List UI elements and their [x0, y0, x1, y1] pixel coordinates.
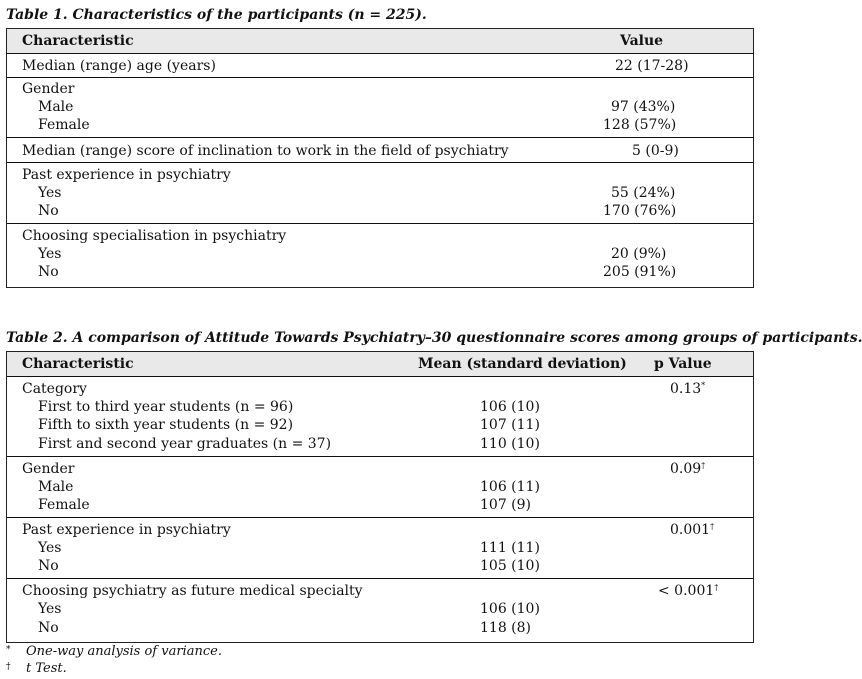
table2-row-mean: 110 (10)	[480, 436, 540, 452]
table2-header-mean: Mean (standard deviation)	[418, 356, 627, 372]
table2-row-mean: 111 (11)	[480, 540, 540, 556]
table1-row-label: Yes	[38, 246, 62, 262]
p-value: 0.13	[670, 381, 702, 397]
footnote-symbol: *	[6, 645, 11, 655]
table1-header-value: Value	[620, 33, 664, 49]
table1-header-characteristic: Characteristic	[22, 33, 134, 49]
table1-row-value: 170 (76%)	[603, 203, 677, 219]
footnote-mark: †	[714, 583, 719, 592]
footnote-symbol: †	[6, 662, 11, 672]
table2-row-mean: 106 (10)	[480, 601, 540, 617]
table2-row-label: First to third year students (n = 96)	[38, 399, 294, 415]
table2-row-label: Male	[38, 479, 74, 495]
table1-row-label: Gender	[22, 81, 75, 97]
table1-row-value: 97 (43%)	[611, 99, 676, 115]
table1-row-value: 22 (17-28)	[615, 58, 689, 74]
table2-row-p	[658, 582, 718, 600]
table2-row-label: First and second year graduates (n = 37)	[38, 436, 332, 452]
table2-row-mean: 106 (10)	[480, 399, 540, 415]
table1-row-value: 205 (91%)	[603, 264, 677, 280]
footnote-mark: †	[710, 522, 715, 531]
table2-row-label: No	[38, 558, 59, 574]
footnote-mark: †	[701, 461, 706, 470]
table2-group-rule	[7, 578, 753, 579]
table2-row-label: Choosing psychiatry as future medical specialty	[22, 583, 363, 599]
table2-row-p	[670, 460, 705, 478]
table2-row-label: Category	[22, 381, 87, 397]
table2-row-mean: 118 (8)	[480, 620, 532, 636]
table2-row-mean: 105 (10)	[480, 558, 540, 574]
table2-row-label: Fifth to sixth year students (n = 92)	[38, 417, 294, 433]
table1-row-value: 5 (0-9)	[632, 143, 679, 159]
table1-row-value: 128 (57%)	[603, 117, 677, 133]
footnote-text: t Test.	[26, 661, 67, 676]
table2-row-label: Yes	[38, 540, 62, 556]
table1-row-value: 55 (24%)	[611, 185, 676, 201]
table1-row-label: Past experience in psychiatry	[22, 167, 231, 183]
table2-caption: Table 2. A comparison of Attitude Towards Psychiatry–30 questionnaire scores among groups of participants.	[6, 330, 862, 346]
table2-group-rule	[7, 456, 753, 457]
table2-row-mean: 106 (11)	[480, 479, 540, 495]
table2-header-p-value: p Value	[654, 356, 712, 372]
p-value: 0.09	[670, 461, 702, 477]
table1-row-label: No	[38, 264, 59, 280]
footnote-text: One-way analysis of variance.	[26, 644, 222, 659]
table1-group-rule	[7, 137, 753, 138]
table2-row-mean: 107 (9)	[480, 497, 532, 513]
table1-header-rule	[7, 53, 753, 54]
table1-row-label: Choosing specialisation in psychiatry	[22, 228, 287, 244]
table1-group-rule	[7, 77, 753, 78]
table2-row-label: Past experience in psychiatry	[22, 522, 231, 538]
table1-group-rule	[7, 223, 753, 224]
table1-row-label: Female	[38, 117, 90, 133]
table1-row-value: 20 (9%)	[611, 246, 667, 262]
table1-row-label: Median (range) age (years)	[22, 58, 216, 74]
table2-row-p	[670, 380, 705, 398]
table1-row-label: Male	[38, 99, 74, 115]
footnote-mark: *	[701, 381, 706, 390]
table2-header-rule	[7, 376, 753, 377]
p-value: < 0.001	[658, 583, 715, 599]
table2-group-rule	[7, 517, 753, 518]
table2-row-p	[670, 521, 714, 539]
table1-group-rule	[7, 162, 753, 163]
table1-row-label: Median (range) score of inclination to work in the field of psychiatry	[22, 143, 509, 159]
table2-row-label: No	[38, 620, 59, 636]
table2-row-label: Gender	[22, 461, 75, 477]
table1-caption: Table 1. Characteristics of the participants (n = 225).	[6, 7, 427, 23]
p-value: 0.001	[670, 522, 711, 538]
table2-header-characteristic: Characteristic	[22, 356, 134, 372]
table2-row-label: Female	[38, 497, 90, 513]
table1-row-label: Yes	[38, 185, 62, 201]
table1-row-label: No	[38, 203, 59, 219]
table2-row-mean: 107 (11)	[480, 417, 540, 433]
table2-row-label: Yes	[38, 601, 62, 617]
